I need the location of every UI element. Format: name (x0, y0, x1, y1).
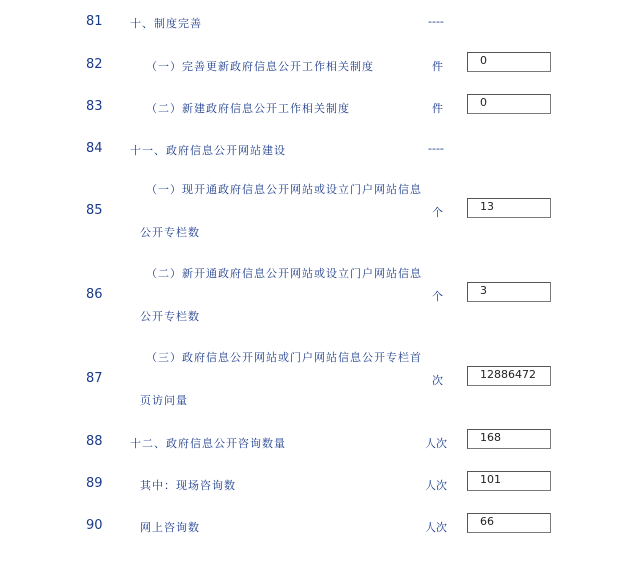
row-number: 87 (86, 371, 103, 386)
value-input[interactable]: 0 (467, 52, 551, 72)
row-unit: 人次 (425, 521, 447, 534)
row-unit: 件 (432, 102, 443, 115)
row-number: 88 (86, 434, 103, 449)
value-input[interactable]: 0 (467, 94, 551, 114)
row-number: 89 (86, 476, 103, 491)
row-unit: ---- (428, 142, 444, 155)
row-label-line2: 公开专栏数 (140, 226, 200, 239)
row-number: 84 (86, 141, 103, 156)
row-label: 十二、政府信息公开咨询数量 (130, 437, 286, 450)
row-unit: 个 (432, 206, 443, 219)
row-number: 85 (86, 203, 103, 218)
value-input[interactable]: 66 (467, 513, 551, 533)
row-label: 十、制度完善 (130, 17, 202, 30)
row-label: （二）新建政府信息公开工作相关制度 (146, 102, 350, 115)
row-number: 81 (86, 14, 103, 29)
row-label: 网上咨询数 (140, 521, 200, 534)
row-number: 82 (86, 57, 103, 72)
row-label: （一）完善更新政府信息公开工作相关制度 (146, 60, 374, 73)
row-unit: 个 (432, 290, 443, 303)
row-label-line1: （一）现开通政府信息公开网站或设立门户网站信息 (146, 183, 422, 196)
value-input[interactable]: 101 (467, 471, 551, 491)
row-label-line1: （二）新开通政府信息公开网站或设立门户网站信息 (146, 267, 422, 280)
value-input[interactable]: 168 (467, 429, 551, 449)
row-unit: ---- (428, 15, 444, 28)
row-unit: 件 (432, 60, 443, 73)
row-unit: 次 (432, 374, 443, 387)
row-unit: 人次 (425, 479, 447, 492)
row-label-line1: （三）政府信息公开网站或门户网站信息公开专栏首 (146, 351, 422, 364)
row-label-line2: 页访问量 (140, 394, 188, 407)
row-label-line2: 公开专栏数 (140, 310, 200, 323)
row-number: 90 (86, 518, 103, 533)
value-input[interactable]: 3 (467, 282, 551, 302)
value-input[interactable]: 12886472 (467, 366, 551, 386)
row-unit: 人次 (425, 437, 447, 450)
value-input[interactable]: 13 (467, 198, 551, 218)
row-label: 十一、政府信息公开网站建设 (130, 144, 286, 157)
row-number: 83 (86, 99, 103, 114)
row-label: 其中：现场咨询数 (140, 479, 236, 492)
row-number: 86 (86, 287, 103, 302)
